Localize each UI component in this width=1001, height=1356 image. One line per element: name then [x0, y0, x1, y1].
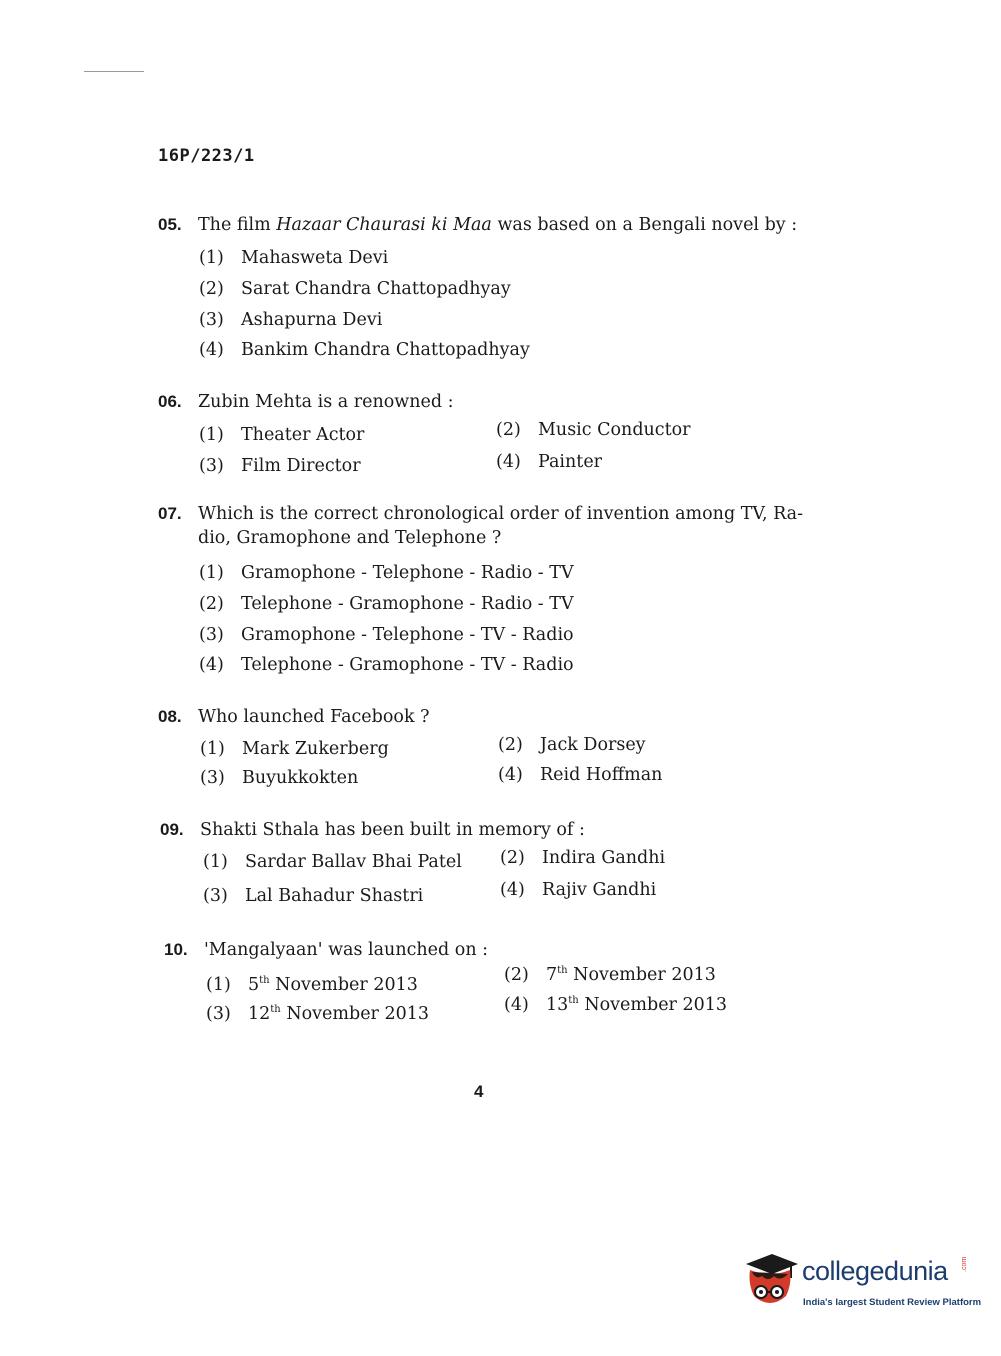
logo-wordmark: collegedunia	[802, 1256, 948, 1286]
option: (3) Lal Bahadur Shastri	[203, 886, 424, 906]
question-text: Who launched Facebook ?	[198, 707, 430, 727]
question-number: 06.	[158, 392, 182, 411]
option: (4) 13th November 2013	[504, 995, 728, 1015]
option: (2) 7th November 2013	[504, 965, 716, 985]
question-05	[158, 215, 797, 235]
option: (3) Buyukkokten	[200, 768, 359, 788]
option: (4) Bankim Chandra Chattopadhyay	[199, 340, 530, 360]
option: (1) Mahasweta Devi	[199, 248, 389, 268]
option: (4) Telephone - Gramophone - TV - Radio	[199, 655, 574, 675]
option: (4) Rajiv Gandhi	[500, 880, 657, 900]
question-text: Shakti Sthala has been built in memory of :	[200, 820, 585, 840]
option: (1) Theater Actor	[199, 425, 365, 445]
logo-tld: .com	[961, 1256, 968, 1272]
option: (2) Indira Gandhi	[500, 848, 666, 868]
option: (3) Ashapurna Devi	[199, 310, 383, 330]
question-09	[160, 820, 585, 840]
option: (2) Music Conductor	[496, 420, 691, 440]
mascot-icon	[742, 1250, 800, 1312]
question-08	[158, 707, 430, 727]
question-text: Which is the correct chronological order of invention among TV, Ra-	[198, 504, 804, 524]
top-rule	[84, 71, 144, 72]
paper-code: 16P/223/1	[158, 146, 255, 166]
option: (2) Jack Dorsey	[498, 735, 646, 755]
question-text-continued: dio, Gramophone and Telephone ?	[198, 528, 502, 548]
question-text: 'Mangalyaan' was launched on :	[204, 940, 489, 960]
question-10	[164, 940, 488, 960]
option: (4) Painter	[496, 452, 603, 472]
question-07	[158, 504, 803, 548]
page-number: 4	[474, 1082, 484, 1101]
question-text: Zubin Mehta is a renowned :	[198, 392, 454, 412]
question-number: 05.	[158, 215, 182, 234]
collegedunia-logo	[742, 1250, 982, 1316]
option: (2) Telephone - Gramophone - Radio - TV	[199, 594, 574, 614]
option: (4) Reid Hoffman	[498, 765, 663, 785]
option: (1) Sardar Ballav Bhai Patel	[203, 852, 462, 872]
option: (3) Film Director	[199, 456, 361, 476]
option: (3) 12th November 2013	[206, 1004, 430, 1024]
option: (1) Gramophone - Telephone - Radio - TV	[199, 563, 574, 583]
question-number: 08.	[158, 707, 182, 726]
question-number: 09.	[160, 820, 184, 839]
option: (2) Sarat Chandra Chattopadhyay	[199, 279, 511, 299]
question-number: 10.	[164, 940, 188, 959]
question-06	[158, 392, 454, 412]
option: (1) 5th November 2013	[206, 975, 418, 995]
option: (3) Gramophone - Telephone - TV - Radio	[199, 625, 574, 645]
logo-tagline: India's largest Student Review Platform	[803, 1297, 982, 1308]
question-text: The film Hazaar Chaurasi ki Maa was based on a Bengali novel by :	[198, 215, 798, 235]
question-number: 07.	[158, 504, 182, 523]
option: (1) Mark Zukerberg	[200, 739, 389, 759]
